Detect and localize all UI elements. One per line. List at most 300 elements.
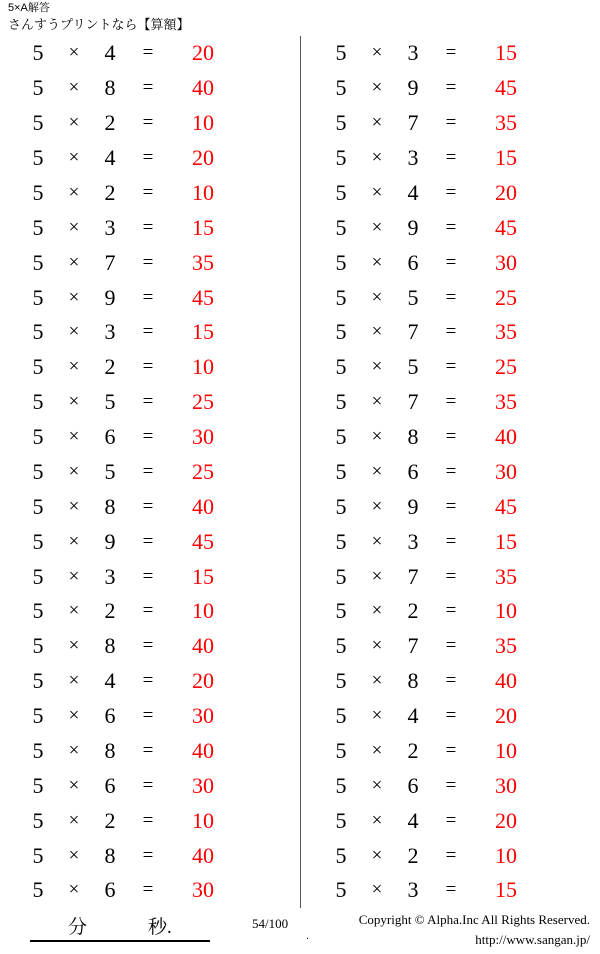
problem-row bbox=[323, 768, 592, 803]
equals-icon: = bbox=[142, 356, 154, 378]
problem-row bbox=[323, 838, 592, 873]
operand-b: 8 bbox=[407, 668, 419, 694]
equals-icon: = bbox=[142, 77, 154, 99]
problem-row bbox=[20, 629, 290, 664]
equals-icon: = bbox=[445, 705, 457, 727]
multiply-icon: × bbox=[371, 879, 383, 901]
operand-a: 5 bbox=[335, 319, 347, 345]
multiply-icon: × bbox=[68, 321, 80, 343]
problem-columns bbox=[0, 36, 600, 908]
equals-icon: = bbox=[142, 879, 154, 901]
operand-a: 5 bbox=[32, 668, 44, 694]
page-title: 5×A解答 bbox=[8, 2, 50, 14]
answer-value: 30 bbox=[192, 703, 214, 729]
operand-b: 5 bbox=[407, 284, 419, 310]
operand-a: 5 bbox=[32, 179, 44, 205]
problem-row bbox=[323, 420, 592, 455]
problem-row bbox=[20, 315, 290, 350]
multiply-icon: × bbox=[68, 809, 80, 831]
answer-value: 20 bbox=[192, 668, 214, 694]
answer-value: 10 bbox=[192, 598, 214, 624]
page-footer bbox=[0, 908, 600, 954]
operand-b: 8 bbox=[104, 493, 116, 519]
equals-icon: = bbox=[142, 635, 154, 657]
equals-icon: = bbox=[142, 530, 154, 552]
answer-value: 40 bbox=[192, 737, 214, 763]
problem-row bbox=[323, 803, 592, 838]
answer-value: 10 bbox=[495, 598, 517, 624]
equals-icon: = bbox=[142, 495, 154, 517]
equals-icon: = bbox=[142, 739, 154, 761]
answer-value: 20 bbox=[495, 807, 517, 833]
equals-icon: = bbox=[445, 321, 457, 343]
operand-a: 5 bbox=[32, 807, 44, 833]
operand-a: 5 bbox=[32, 389, 44, 415]
answer-value: 45 bbox=[495, 214, 517, 240]
equals-icon: = bbox=[445, 739, 457, 761]
multiply-icon: × bbox=[371, 530, 383, 552]
answer-value: 10 bbox=[495, 737, 517, 763]
equals-icon: = bbox=[142, 460, 154, 482]
answer-value: 45 bbox=[192, 528, 214, 554]
operand-b: 4 bbox=[407, 179, 419, 205]
equals-icon: = bbox=[445, 286, 457, 308]
problem-row bbox=[20, 559, 290, 594]
operand-b: 9 bbox=[407, 493, 419, 519]
problem-row bbox=[323, 559, 592, 594]
multiply-icon: × bbox=[371, 600, 383, 622]
equals-icon: = bbox=[445, 426, 457, 448]
equals-icon: = bbox=[142, 251, 154, 273]
equals-icon: = bbox=[142, 181, 154, 203]
answer-value: 30 bbox=[495, 249, 517, 275]
operand-b: 7 bbox=[407, 633, 419, 659]
operand-b: 5 bbox=[104, 389, 116, 415]
answer-value: 15 bbox=[192, 563, 214, 589]
problem-row bbox=[20, 36, 290, 71]
equals-icon: = bbox=[445, 391, 457, 413]
problem-row bbox=[20, 664, 290, 699]
problem-row bbox=[323, 350, 592, 385]
multiply-icon: × bbox=[371, 809, 383, 831]
equals-icon: = bbox=[142, 42, 154, 64]
multiply-icon: × bbox=[68, 426, 80, 448]
multiply-icon: × bbox=[68, 600, 80, 622]
operand-a: 5 bbox=[32, 110, 44, 136]
operand-b: 6 bbox=[104, 772, 116, 798]
answer-value: 25 bbox=[495, 354, 517, 380]
multiply-icon: × bbox=[371, 181, 383, 203]
answer-value: 35 bbox=[192, 249, 214, 275]
equals-icon: = bbox=[142, 216, 154, 238]
multiply-icon: × bbox=[371, 460, 383, 482]
problem-row bbox=[323, 699, 592, 734]
operand-b: 2 bbox=[104, 179, 116, 205]
operand-b: 7 bbox=[407, 110, 419, 136]
problem-row bbox=[323, 176, 592, 211]
problem-row bbox=[20, 455, 290, 490]
operand-a: 5 bbox=[335, 668, 347, 694]
multiply-icon: × bbox=[371, 42, 383, 64]
operand-a: 5 bbox=[32, 40, 44, 66]
multiply-icon: × bbox=[68, 251, 80, 273]
equals-icon: = bbox=[445, 774, 457, 796]
equals-icon: = bbox=[445, 670, 457, 692]
answer-value: 10 bbox=[192, 354, 214, 380]
website-url: http://www.sangan.jp/ bbox=[475, 932, 590, 947]
multiply-icon: × bbox=[371, 774, 383, 796]
answer-value: 15 bbox=[495, 528, 517, 554]
multiply-icon: × bbox=[68, 530, 80, 552]
equals-icon: = bbox=[142, 321, 154, 343]
operand-b: 3 bbox=[407, 40, 419, 66]
multiply-icon: × bbox=[68, 879, 80, 901]
operand-b: 3 bbox=[104, 319, 116, 345]
operand-b: 7 bbox=[104, 249, 116, 275]
multiply-icon: × bbox=[371, 356, 383, 378]
copyright-text: Copyright © Alpha.Inc All Rights Reserved. bbox=[358, 912, 590, 927]
operand-a: 5 bbox=[335, 389, 347, 415]
operand-b: 2 bbox=[407, 598, 419, 624]
page-dot-mark: . bbox=[306, 930, 310, 942]
equals-icon: = bbox=[142, 147, 154, 169]
answer-value: 15 bbox=[192, 214, 214, 240]
operand-b: 6 bbox=[104, 424, 116, 450]
operand-b: 4 bbox=[407, 703, 419, 729]
multiply-icon: × bbox=[68, 286, 80, 308]
operand-a: 5 bbox=[32, 319, 44, 345]
operand-a: 5 bbox=[335, 633, 347, 659]
operand-b: 2 bbox=[104, 354, 116, 380]
operand-b: 7 bbox=[407, 319, 419, 345]
multiply-icon: × bbox=[371, 251, 383, 273]
problem-row bbox=[323, 210, 592, 245]
operand-a: 5 bbox=[32, 703, 44, 729]
operand-a: 5 bbox=[335, 842, 347, 868]
answer-value: 40 bbox=[192, 75, 214, 101]
problem-row bbox=[323, 455, 592, 490]
operand-a: 5 bbox=[335, 737, 347, 763]
operand-b: 5 bbox=[407, 354, 419, 380]
equals-icon: = bbox=[445, 251, 457, 273]
multiply-icon: × bbox=[68, 670, 80, 692]
multiply-icon: × bbox=[371, 77, 383, 99]
equals-icon: = bbox=[445, 495, 457, 517]
answer-value: 35 bbox=[495, 319, 517, 345]
answer-value: 15 bbox=[495, 145, 517, 171]
multiply-icon: × bbox=[68, 356, 80, 378]
equals-icon: = bbox=[445, 530, 457, 552]
page-header bbox=[8, 0, 592, 33]
multiply-icon: × bbox=[68, 77, 80, 99]
operand-a: 5 bbox=[335, 354, 347, 380]
problem-row bbox=[20, 803, 290, 838]
minutes-label: 分 bbox=[68, 917, 88, 938]
problem-row bbox=[20, 524, 290, 559]
operand-a: 5 bbox=[32, 772, 44, 798]
problem-row bbox=[323, 629, 592, 664]
equals-icon: = bbox=[445, 147, 457, 169]
equals-icon: = bbox=[445, 356, 457, 378]
answer-value: 30 bbox=[495, 458, 517, 484]
operand-b: 6 bbox=[104, 703, 116, 729]
operand-b: 2 bbox=[104, 807, 116, 833]
equals-icon: = bbox=[142, 391, 154, 413]
equals-icon: = bbox=[445, 809, 457, 831]
answer-value: 35 bbox=[495, 633, 517, 659]
answer-value: 10 bbox=[192, 110, 214, 136]
multiply-icon: × bbox=[68, 112, 80, 134]
right-problem-column bbox=[300, 36, 600, 908]
answer-value: 20 bbox=[495, 179, 517, 205]
answer-value: 30 bbox=[192, 877, 214, 903]
multiply-icon: × bbox=[68, 181, 80, 203]
operand-b: 5 bbox=[104, 458, 116, 484]
multiply-icon: × bbox=[371, 739, 383, 761]
multiply-icon: × bbox=[371, 147, 383, 169]
equals-icon: = bbox=[142, 844, 154, 866]
answer-value: 40 bbox=[495, 424, 517, 450]
equals-icon: = bbox=[142, 670, 154, 692]
equals-icon: = bbox=[445, 635, 457, 657]
multiply-icon: × bbox=[371, 112, 383, 134]
answer-value: 35 bbox=[495, 110, 517, 136]
operand-b: 3 bbox=[407, 528, 419, 554]
operand-a: 5 bbox=[32, 214, 44, 240]
multiply-icon: × bbox=[68, 460, 80, 482]
problem-row bbox=[20, 489, 290, 524]
seconds-label: 秒. bbox=[148, 917, 172, 938]
problem-row bbox=[20, 838, 290, 873]
equals-icon: = bbox=[445, 42, 457, 64]
problem-row bbox=[323, 280, 592, 315]
multiply-icon: × bbox=[68, 147, 80, 169]
multiply-icon: × bbox=[68, 216, 80, 238]
equals-icon: = bbox=[142, 774, 154, 796]
problem-row bbox=[323, 71, 592, 106]
equals-icon: = bbox=[445, 879, 457, 901]
operand-a: 5 bbox=[335, 424, 347, 450]
problem-row bbox=[323, 36, 592, 71]
operand-a: 5 bbox=[335, 458, 347, 484]
multiply-icon: × bbox=[371, 844, 383, 866]
operand-b: 2 bbox=[407, 737, 419, 763]
answer-value: 10 bbox=[495, 842, 517, 868]
problem-row bbox=[20, 245, 290, 280]
problem-row bbox=[323, 664, 592, 699]
operand-a: 5 bbox=[32, 75, 44, 101]
multiply-icon: × bbox=[68, 774, 80, 796]
equals-icon: = bbox=[445, 460, 457, 482]
operand-a: 5 bbox=[32, 842, 44, 868]
equals-icon: = bbox=[142, 286, 154, 308]
problem-row bbox=[323, 245, 592, 280]
operand-b: 2 bbox=[104, 598, 116, 624]
problem-row bbox=[20, 141, 290, 176]
operand-b: 4 bbox=[104, 40, 116, 66]
page-number: 54/100 bbox=[252, 916, 289, 931]
operand-a: 5 bbox=[335, 703, 347, 729]
answer-value: 15 bbox=[495, 877, 517, 903]
operand-a: 5 bbox=[335, 40, 347, 66]
answer-value: 45 bbox=[192, 284, 214, 310]
operand-a: 5 bbox=[32, 424, 44, 450]
operand-a: 5 bbox=[335, 284, 347, 310]
multiply-icon: × bbox=[371, 216, 383, 238]
problem-row bbox=[20, 420, 290, 455]
page-subtitle: さんすうプリントなら【算額】 bbox=[8, 17, 190, 32]
equals-icon: = bbox=[445, 565, 457, 587]
operand-a: 5 bbox=[335, 598, 347, 624]
operand-b: 8 bbox=[407, 424, 419, 450]
multiply-icon: × bbox=[68, 705, 80, 727]
operand-b: 9 bbox=[407, 214, 419, 240]
answer-value: 20 bbox=[192, 40, 214, 66]
problem-row bbox=[20, 385, 290, 420]
problem-row bbox=[323, 141, 592, 176]
problem-row bbox=[323, 524, 592, 559]
operand-a: 5 bbox=[335, 249, 347, 275]
multiply-icon: × bbox=[371, 426, 383, 448]
multiply-icon: × bbox=[371, 670, 383, 692]
operand-b: 6 bbox=[104, 877, 116, 903]
equals-icon: = bbox=[445, 600, 457, 622]
problem-row bbox=[20, 280, 290, 315]
multiply-icon: × bbox=[68, 565, 80, 587]
operand-a: 5 bbox=[32, 598, 44, 624]
left-problem-column bbox=[0, 36, 300, 908]
problem-row bbox=[323, 594, 592, 629]
operand-b: 6 bbox=[407, 458, 419, 484]
operand-b: 9 bbox=[104, 284, 116, 310]
operand-b: 6 bbox=[407, 249, 419, 275]
multiply-icon: × bbox=[68, 844, 80, 866]
operand-a: 5 bbox=[32, 737, 44, 763]
operand-b: 3 bbox=[104, 563, 116, 589]
operand-b: 2 bbox=[407, 842, 419, 868]
operand-b: 7 bbox=[407, 389, 419, 415]
problem-row bbox=[20, 768, 290, 803]
problem-row bbox=[20, 734, 290, 769]
answer-value: 15 bbox=[495, 40, 517, 66]
operand-b: 9 bbox=[407, 75, 419, 101]
operand-b: 7 bbox=[407, 563, 419, 589]
problem-row bbox=[323, 873, 592, 908]
operand-a: 5 bbox=[32, 458, 44, 484]
multiply-icon: × bbox=[68, 391, 80, 413]
answer-value: 45 bbox=[495, 493, 517, 519]
operand-a: 5 bbox=[32, 284, 44, 310]
operand-b: 3 bbox=[407, 145, 419, 171]
equals-icon: = bbox=[445, 844, 457, 866]
operand-b: 8 bbox=[104, 75, 116, 101]
answer-value: 25 bbox=[495, 284, 517, 310]
equals-icon: = bbox=[142, 600, 154, 622]
problem-row bbox=[323, 385, 592, 420]
operand-b: 4 bbox=[104, 668, 116, 694]
answer-value: 25 bbox=[192, 458, 214, 484]
problem-row bbox=[20, 873, 290, 908]
operand-a: 5 bbox=[32, 354, 44, 380]
operand-a: 5 bbox=[335, 493, 347, 519]
equals-icon: = bbox=[142, 809, 154, 831]
multiply-icon: × bbox=[371, 495, 383, 517]
answer-value: 20 bbox=[495, 703, 517, 729]
multiply-icon: × bbox=[68, 739, 80, 761]
operand-a: 5 bbox=[32, 528, 44, 554]
operand-b: 4 bbox=[407, 807, 419, 833]
multiply-icon: × bbox=[68, 42, 80, 64]
operand-a: 5 bbox=[335, 563, 347, 589]
operand-b: 6 bbox=[407, 772, 419, 798]
equals-icon: = bbox=[142, 565, 154, 587]
operand-a: 5 bbox=[32, 563, 44, 589]
operand-a: 5 bbox=[335, 179, 347, 205]
operand-a: 5 bbox=[335, 528, 347, 554]
operand-a: 5 bbox=[335, 214, 347, 240]
operand-b: 8 bbox=[104, 737, 116, 763]
multiply-icon: × bbox=[68, 495, 80, 517]
multiply-icon: × bbox=[371, 635, 383, 657]
operand-a: 5 bbox=[32, 877, 44, 903]
operand-a: 5 bbox=[335, 110, 347, 136]
answer-value: 10 bbox=[192, 807, 214, 833]
operand-b: 3 bbox=[407, 877, 419, 903]
equals-icon: = bbox=[445, 112, 457, 134]
answer-value: 30 bbox=[192, 424, 214, 450]
operand-a: 5 bbox=[335, 772, 347, 798]
multiply-icon: × bbox=[371, 565, 383, 587]
problem-row bbox=[20, 350, 290, 385]
multiply-icon: × bbox=[371, 321, 383, 343]
answer-value: 30 bbox=[495, 772, 517, 798]
answer-value: 25 bbox=[192, 389, 214, 415]
multiply-icon: × bbox=[371, 705, 383, 727]
operand-a: 5 bbox=[32, 249, 44, 275]
operand-b: 4 bbox=[104, 145, 116, 171]
answer-value: 20 bbox=[192, 145, 214, 171]
operand-a: 5 bbox=[32, 493, 44, 519]
equals-icon: = bbox=[142, 705, 154, 727]
answer-value: 40 bbox=[495, 668, 517, 694]
operand-a: 5 bbox=[335, 75, 347, 101]
problem-row bbox=[20, 594, 290, 629]
problem-row bbox=[20, 106, 290, 141]
answer-value: 35 bbox=[495, 389, 517, 415]
answer-value: 40 bbox=[192, 493, 214, 519]
equals-icon: = bbox=[445, 181, 457, 203]
problem-row bbox=[323, 489, 592, 524]
problem-row bbox=[20, 699, 290, 734]
operand-b: 8 bbox=[104, 633, 116, 659]
equals-icon: = bbox=[142, 426, 154, 448]
operand-b: 2 bbox=[104, 110, 116, 136]
multiply-icon: × bbox=[371, 391, 383, 413]
time-record-box bbox=[30, 910, 210, 942]
answer-value: 15 bbox=[192, 319, 214, 345]
multiply-icon: × bbox=[68, 635, 80, 657]
answer-value: 35 bbox=[495, 563, 517, 589]
operand-a: 5 bbox=[335, 877, 347, 903]
problem-row bbox=[323, 106, 592, 141]
problem-row bbox=[323, 315, 592, 350]
problem-row bbox=[323, 734, 592, 769]
equals-icon: = bbox=[142, 112, 154, 134]
answer-value: 45 bbox=[495, 75, 517, 101]
operand-b: 8 bbox=[104, 842, 116, 868]
answer-value: 40 bbox=[192, 633, 214, 659]
answer-value: 10 bbox=[192, 179, 214, 205]
